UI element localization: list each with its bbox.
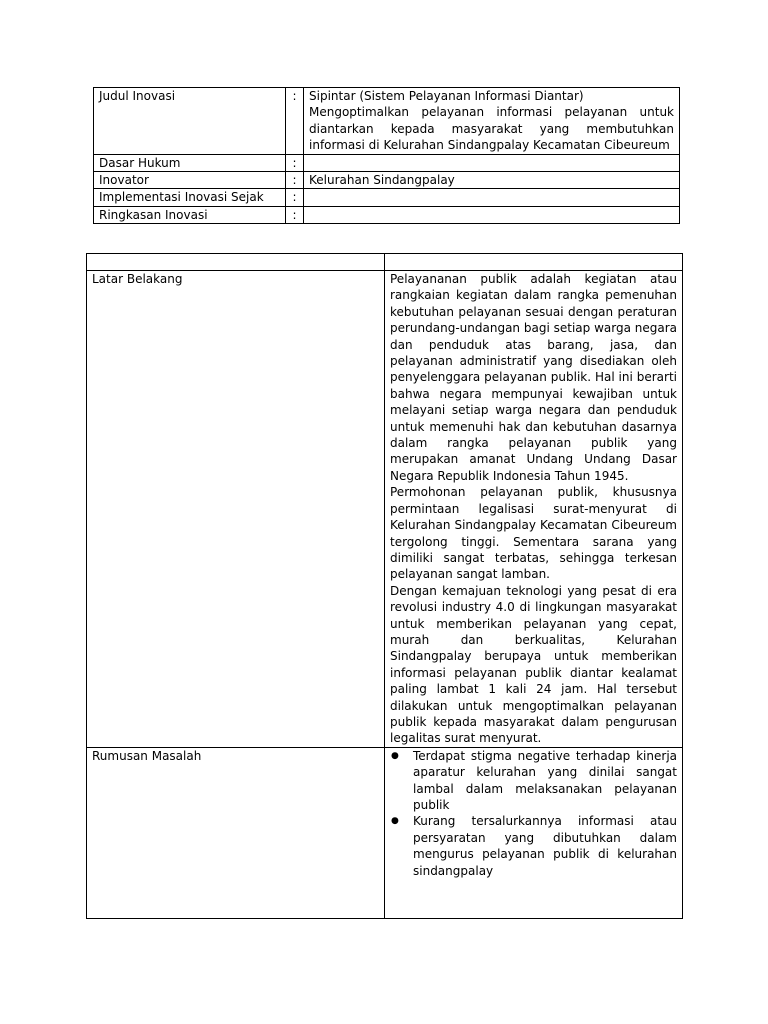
info-colon: : xyxy=(286,189,304,206)
bullet-icon: ● xyxy=(391,750,399,761)
info-label-ringkasan: Ringkasan Inovasi xyxy=(94,206,286,223)
info-value-implementasi xyxy=(304,189,680,206)
info-table xyxy=(93,87,680,224)
list-item xyxy=(390,813,677,879)
innovation-description: Mengoptimalkan pelayanan informasi pelayanan untuk diantarkan kepada masyarakat yang membutuhkan informasi di Kelurahan Sindangpalay Kecamatan Cibeureum xyxy=(309,105,674,153)
info-label-dasar-hukum: Dasar Hukum xyxy=(94,154,286,171)
info-label-judul: Judul Inovasi xyxy=(94,88,286,155)
rumusan-list xyxy=(390,748,677,879)
info-row-dasar-hukum xyxy=(94,154,680,171)
info-colon: : xyxy=(286,172,304,189)
info-value-dasar-hukum xyxy=(304,154,680,171)
list-item-text: Terdapat stigma negative terhadap kinerja aparatur kelurahan yang dinilai sangat lambal dalam melaksanakan pelayanan publik xyxy=(413,748,677,812)
rumusan-masalah-label: Rumusan Masalah xyxy=(87,747,385,918)
latar-paragraph: Pelayananan publik adalah kegiatan atau rangkaian kegiatan dalam rangka pemenuhan kebutuhan pelayanan sesuai dengan peraturan perundang-undangan bagi setiap warga negara dan penduduk atas barang, jasa, dan pelayanan administratif yang disediakan oleh penyelenggara pelayanan publik. Hal ini berarti bahwa negara mempunyai kewajiban untuk melayani setiap warga negara dan penduduk untuk memenuhi hak dan kebutuhan dasarnya dalam rangka pelayanan publik yang merupakan amanat Undang Undang Dasar Negara Republik Indonesia Tahun 1945. xyxy=(390,272,677,483)
info-value-ringkasan xyxy=(304,206,680,223)
info-label-implementasi: Implementasi Inovasi Sejak xyxy=(94,189,286,206)
main-header-row xyxy=(87,254,683,271)
rumusan-masalah-content xyxy=(385,747,683,918)
latar-paragraph: Permohonan pelayanan publik, khususnya permintaan legalisasi surat-menyurat di Kelurahan Sindangpalay Kecamatan Cibeureum tergolong tinggi. Sementara sarana yang dimiliki sangat terbatas, sehingga terkesan pelayanan sangat lamban. xyxy=(390,485,677,582)
list-item xyxy=(390,748,677,814)
latar-paragraph: Dengan kemajuan teknologi yang pesat di era revolusi industry 4.0 di lingkungan masyarakat untuk memberikan pelayanan yang cepat, murah dan berkualitas, Kelurahan Sindangpalay berupaya untuk memberikan informasi pelayanan publik diantar kealamat paling lambat 1 kali 24 jam. Hal tersebut dilakukan untuk mengoptimalkan pelayanan publik kepada masyarakat dalam pengurusan legalitas surat menyurat. xyxy=(390,583,677,746)
main-header-cell-left xyxy=(87,254,385,271)
info-row-ringkasan xyxy=(94,206,680,223)
main-header-cell-right xyxy=(385,254,683,271)
info-row-implementasi xyxy=(94,189,680,206)
info-colon: : xyxy=(286,88,304,155)
innovation-title: Sipintar (Sistem Pelayanan Informasi Diantar) xyxy=(309,89,584,103)
info-value-inovator: Kelurahan Sindangpalay xyxy=(304,172,680,189)
info-label-inovator: Inovator xyxy=(94,172,286,189)
latar-belakang-row xyxy=(87,271,683,748)
info-colon: : xyxy=(286,154,304,171)
bullet-icon: ● xyxy=(391,816,399,827)
latar-belakang-label: Latar Belakang xyxy=(87,271,385,748)
latar-belakang-content xyxy=(385,271,683,748)
rumusan-masalah-row xyxy=(87,747,683,918)
info-value-judul xyxy=(304,88,680,155)
main-table xyxy=(86,253,683,919)
info-row-judul xyxy=(94,88,680,155)
info-row-inovator xyxy=(94,172,680,189)
list-item-text: Kurang tersalurkannya informasi atau persyaratan yang dibutuhkan dalam mengurus pelayanan publik di kelurahan sindangpalay xyxy=(413,814,677,878)
info-colon: : xyxy=(286,206,304,223)
